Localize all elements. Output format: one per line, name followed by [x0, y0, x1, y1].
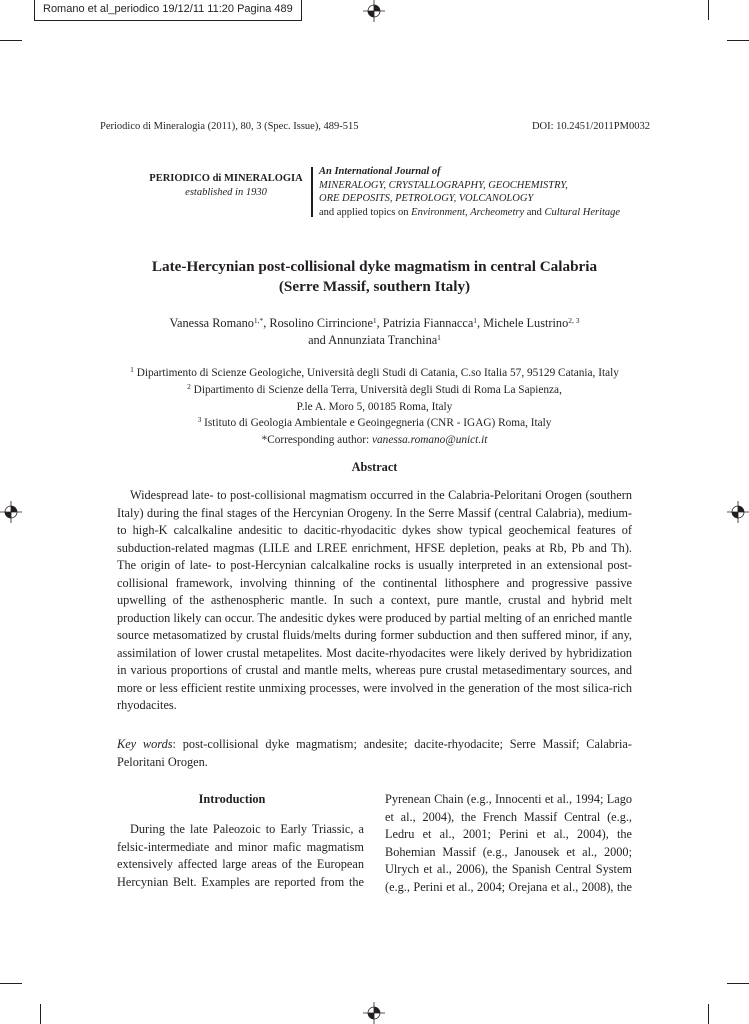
- author-name: , Michele Lustrino: [477, 316, 569, 330]
- keywords: [117, 736, 632, 771]
- author-name: , Rosolino Cirrincione: [263, 316, 373, 330]
- crop-mark-bottom-right-vertical: [708, 1004, 709, 1024]
- topic-and: and: [524, 206, 545, 218]
- author-affiliation-mark: 1: [437, 332, 441, 342]
- journal-topics-line-3: [319, 206, 620, 220]
- affiliation-1: [90, 365, 659, 382]
- affiliation-text: Dipartimento di Scienze Geologiche, Università degli Studi di Catania, C.so Italia 57, 95129 Catania, Italy: [136, 367, 619, 379]
- running-header-citation: Periodico di Mineralogia (2011), 80, 3 (Spec. Issue), 489-515: [100, 121, 359, 132]
- journal-topics-prefix: and applied topics on: [319, 206, 412, 218]
- crop-mark-bottom-left: [0, 983, 22, 984]
- registration-mark-top-icon: [363, 0, 385, 22]
- affiliations: [90, 365, 659, 449]
- affiliation-number: 1: [130, 365, 134, 374]
- author-affiliation-mark: 1: [473, 316, 478, 325]
- affiliation-2: [90, 382, 659, 399]
- author-line-2: [100, 332, 649, 349]
- affiliation-text: Istituto di Geologia Ambientale e Geoingegneria (CNR - IGAG) Roma, Italy: [204, 417, 552, 430]
- crop-mark-bottom-left-vertical: [40, 1004, 41, 1024]
- author-name: , Patrizia Fiannacca: [376, 316, 474, 330]
- topic-separator: ,: [465, 206, 471, 218]
- abstract-text: Widespread late- to post-collisional magmatism occurred in the Calabria-Peloritani Orogen (southern Italy) during the final stages of the Hercynian Orogeny. In the Serre Massif (central Calabria), medium- to high-K calcalkaline andesitic to dacitic-rhyodacitic dykes show typical geochemical features of subduction-related magmas (LILE and LREE enrichment, HFSE depletion, peaks at Rb, Pb and Th). The origin of late- to post-Hercynian calcalkaline rocks is usually interpreted in an extensional post-collisional framework, involving thinning of the continental lithosphere and progressive passive upwelling of the asthenospheric mantle. In such a context, pure mantle, crustal and hybrid melt production likely can occur. The andesitic dykes were produced by partial melting of an enriched mantle source metasomatized by crustal fluids/melts during former subduction and then suffered minor, if any, assimilation of lower crustal metapelites. Most dacite-rhyodacites were likely derived by hybridization in various proportions of crustal and mantle melts, whereas pure crustal metasedimentary sources, and more or less efficient restite unmixing processes, were involved in the generation of the most silica-rich rhyodacites.: [117, 488, 632, 712]
- journal-divider: [311, 167, 313, 217]
- slug-text: Romano et al_periodico 19/12/11 11:20 Pagina 489: [43, 3, 293, 15]
- registration-mark-left-icon: [0, 501, 22, 523]
- affiliation-text: Dipartimento di Scienze della Terra, Università degli Studi di Roma La Sapienza,: [193, 383, 562, 396]
- topic-cultural-heritage: Cultural Heritage: [544, 206, 621, 218]
- author-affiliation-mark: 2, 3: [568, 316, 580, 325]
- abstract-heading: Abstract: [351, 460, 398, 474]
- introduction-left-column: During the late Paleozoic to Early Triassic, a felsic-intermediate and minor mafic magmatism extensively affected large areas of the European Hercynian Belt. Examples are reported from the: [117, 822, 364, 889]
- keywords-label: Key words: [117, 737, 173, 751]
- author-line-1: [100, 315, 649, 332]
- article-title-line-2: (Serre Massif, southern Italy): [278, 278, 471, 295]
- introduction-right-column: Pyrenean Chain (e.g., Innocenti et al., 1994; Lago et al., 2004), the French Massif Central (e.g., Ledru et al., 2001; Perini et al., 2004), the Bohemian Massif (e.g., Janousek et al., 2000; Ulrych et al., 2006), the Spanish Central System (e.g., Perini et al., 2004; Orejana et al., 2008), the: [385, 792, 632, 894]
- corresponding-author-label: *Corresponding author:: [261, 434, 373, 447]
- topic-archeometry: Archeometry: [470, 206, 525, 218]
- author-affiliation-mark: 1,*: [253, 316, 264, 325]
- running-header-doi: DOI: 10.2451/2011PM0032: [531, 121, 650, 132]
- journal-subtitle: An International Journal of: [319, 166, 441, 177]
- affiliation-2-address: P.le A. Moro 5, 00185 Roma, Italy: [296, 400, 453, 413]
- journal-established: established in 1930: [185, 187, 267, 198]
- article-title-line-1: Late-Hercynian post-collisional dyke magmatism in central Calabria: [151, 258, 598, 275]
- corresponding-author: [90, 432, 659, 449]
- crop-mark-top-right: [727, 40, 749, 41]
- author-affiliation-mark: 1: [372, 316, 377, 325]
- crop-mark-top-left: [0, 40, 22, 41]
- journal-topics-line-1: MINERALOGY, CRYSTALLOGRAPHY, GEOCHEMISTRY,: [319, 179, 568, 191]
- article-title: [100, 257, 649, 297]
- introduction-heading: Introduction: [198, 792, 266, 806]
- affiliation-number: 2: [187, 381, 191, 391]
- corresponding-author-email[interactable]: vanessa.romano@unict.it: [372, 434, 488, 447]
- registration-mark-right-icon: [727, 501, 749, 523]
- affiliation-3: [90, 415, 659, 432]
- journal-topics-line-2: ORE DEPOSITS, PETROLOGY, VOLCANOLOGY: [319, 193, 534, 205]
- journal-name: PERIODICO di MINERALOGIA: [149, 173, 303, 184]
- keywords-text: : post-collisional dyke magmatism; andesite; dacite-rhyodacite; Serre Massif; Calabria-Peloritani Orogen.: [117, 737, 632, 769]
- author-list: [100, 315, 649, 348]
- printer-slug: [34, 0, 302, 21]
- journal-name-block: [146, 172, 306, 200]
- journal-scope-block: [319, 165, 620, 219]
- crop-mark-bottom-right: [727, 983, 749, 984]
- affiliation-number: 3: [197, 415, 202, 425]
- author-name: Vanessa Romano: [169, 316, 254, 330]
- registration-mark-bottom-icon: [363, 1002, 385, 1024]
- crop-mark-top-right-vertical: [708, 0, 709, 20]
- topic-environment: Environment: [411, 206, 466, 218]
- author-name: and Annunziata Tranchina: [308, 332, 438, 347]
